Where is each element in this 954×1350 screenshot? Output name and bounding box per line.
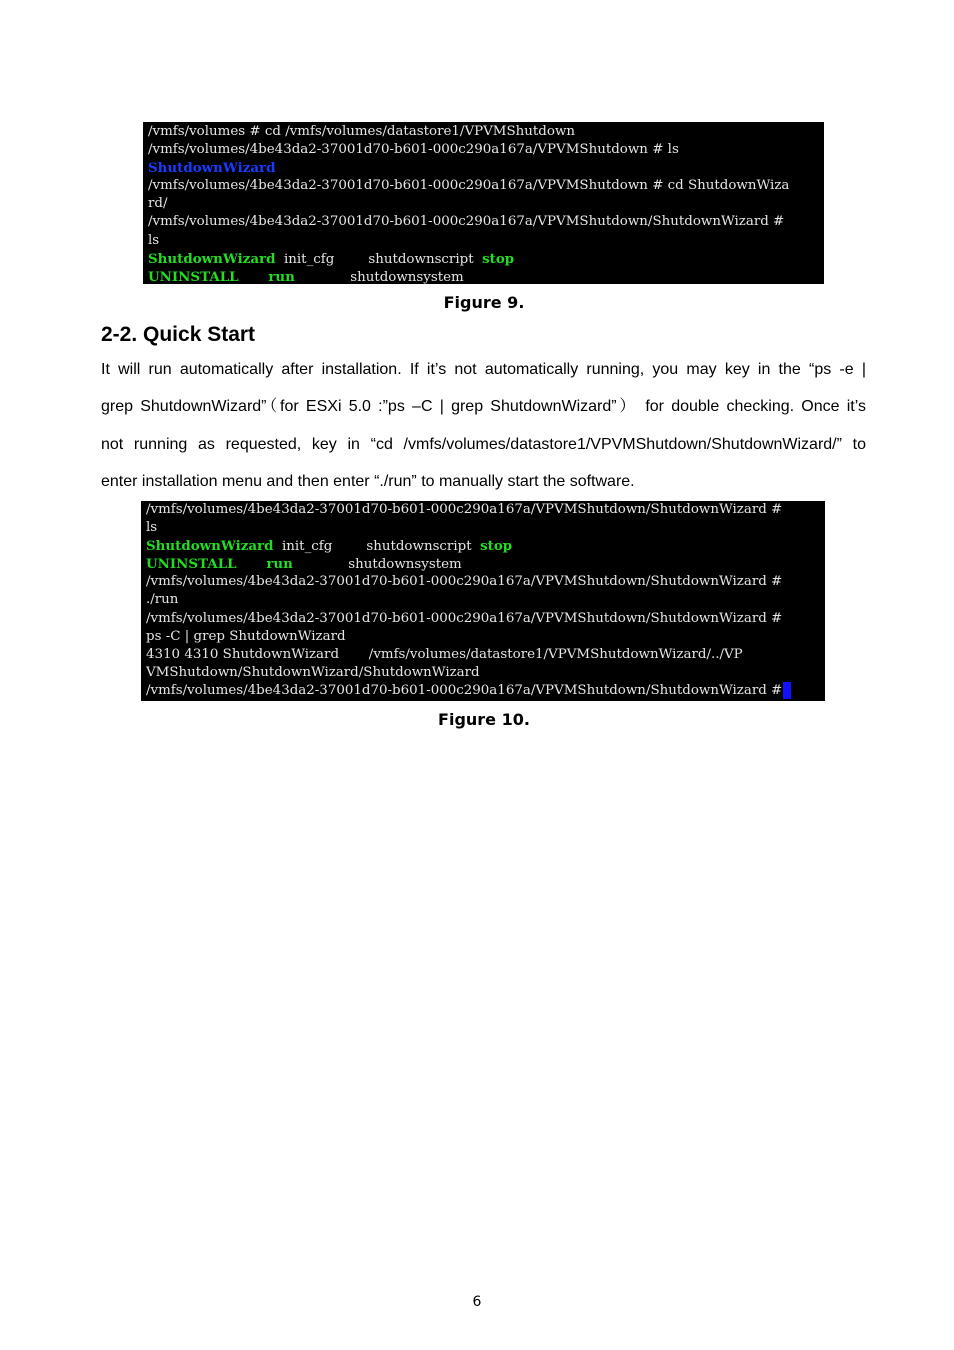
- terminal-text: run: [268, 268, 295, 284]
- terminal-line: [146, 519, 825, 537]
- terminal-line: [148, 141, 824, 159]
- terminal-line: [146, 664, 825, 682]
- terminal-text: UNINSTALL: [146, 556, 237, 573]
- terminal-text: 4310 4310 ShutdownWizard /vmfs/volumes/datastore1/VPVMShutdownWizard/../VP: [146, 646, 743, 662]
- terminal-line: [146, 591, 825, 609]
- paragraph-line: enter installation menu and then enter “./run” to manually start the software.: [101, 472, 635, 490]
- terminal-text: /vmfs/volumes/4be43da2-37001d70-b601-000c290a167a/VPVMShutdown/ShutdownWizard #: [148, 214, 785, 230]
- terminal-text: shutdownscript: [368, 251, 483, 267]
- terminal-line: [148, 195, 824, 213]
- terminal-text: ./run: [146, 592, 179, 608]
- terminal-line: [146, 573, 825, 591]
- page-number: 6: [472, 1294, 482, 1310]
- terminal-text: stop: [482, 250, 515, 267]
- terminal-text: ShutdownWizard: [148, 160, 276, 177]
- figure-9-caption: Figure 9.: [443, 293, 525, 312]
- terminal-text: shutdownsystem: [292, 557, 462, 573]
- terminal-line: [146, 501, 825, 519]
- section-heading: 2-2. Quick Start: [101, 323, 256, 346]
- terminal-text: /vmfs/volumes # cd /vmfs/volumes/datastore1/VPVMShutdown: [148, 124, 576, 139]
- terminal-line: [146, 682, 825, 700]
- terminal-text: VMShutdown/ShutdownWizard/ShutdownWizard: [146, 664, 480, 680]
- terminal-text: /vmfs/volumes/4be43da2-37001d70-b601-000c290a167a/VPVMShutdown # cd ShutdownWiza: [148, 178, 790, 194]
- terminal-line: [148, 268, 824, 284]
- terminal-text: /vmfs/volumes/4be43da2-37001d70-b601-000c290a167a/VPVMShutdown/ShutdownWizard #: [146, 502, 783, 517]
- terminal-line: [146, 610, 825, 628]
- terminal-line: [146, 537, 825, 555]
- terminal-text: /vmfs/volumes/4be43da2-37001d70-b601-000c290a167a/VPVMShutdown # ls: [148, 142, 679, 158]
- terminal-text: ShutdownWizard: [146, 538, 274, 555]
- terminal-line: [148, 123, 824, 141]
- figure-9-terminal-screenshot: [143, 122, 824, 284]
- quick-start-paragraph: [101, 351, 866, 500]
- terminal-line: [148, 213, 824, 231]
- terminal-line: [148, 159, 824, 177]
- terminal-text: shutdownsystem: [294, 269, 464, 284]
- terminal-text: ShutdownWizard: [148, 250, 276, 267]
- terminal-line: [146, 628, 825, 646]
- terminal-text: run: [266, 556, 293, 573]
- paragraph-line: It will run automatically after installation. If it’s not automatically running, you may key in the “ps -e |: [101, 361, 866, 378]
- terminal-text: stop: [480, 538, 513, 555]
- terminal-text: [237, 557, 267, 572]
- terminal-text: /vmfs/volumes/4be43da2-37001d70-b601-000c290a167a/VPVMShutdown/ShutdownWizard #: [146, 610, 783, 626]
- terminal-text: /vmfs/volumes/4be43da2-37001d70-b601-000c290a167a/VPVMShutdown/ShutdownWizard #: [146, 682, 783, 698]
- terminal-text: [239, 270, 269, 284]
- terminal-text: shutdownscript: [366, 539, 481, 555]
- figure-10-caption: Figure 10.: [438, 710, 530, 729]
- terminal-text: ls: [146, 520, 158, 536]
- terminal-text: UNINSTALL: [148, 268, 239, 284]
- terminal-text: ps -C | grep ShutdownWizard: [146, 628, 346, 644]
- terminal-line: [146, 555, 825, 573]
- terminal-text: rd/: [148, 196, 168, 212]
- terminal-line: [146, 646, 825, 664]
- terminal-line: [148, 232, 824, 250]
- paragraph-line: grep ShutdownWizard”（for ESXi 5.0 :”ps –C | grep ShutdownWizard”） for double checking. Once it’s: [101, 398, 866, 416]
- paragraph-line: not running as requested, key in “cd /vmfs/volumes/datastore1/VPVMShutdown/ShutdownWizard/” to: [101, 435, 866, 453]
- terminal-text: ls: [148, 232, 160, 248]
- terminal-cursor: [783, 682, 791, 699]
- terminal-line: [148, 177, 824, 195]
- terminal-text: /vmfs/volumes/4be43da2-37001d70-b601-000c290a167a/VPVMShutdown/ShutdownWizard #: [146, 574, 783, 590]
- terminal-text: init_cfg: [273, 539, 367, 555]
- terminal-line: [148, 250, 824, 268]
- figure-10-terminal-screenshot: [141, 501, 825, 701]
- terminal-text: init_cfg: [275, 251, 369, 267]
